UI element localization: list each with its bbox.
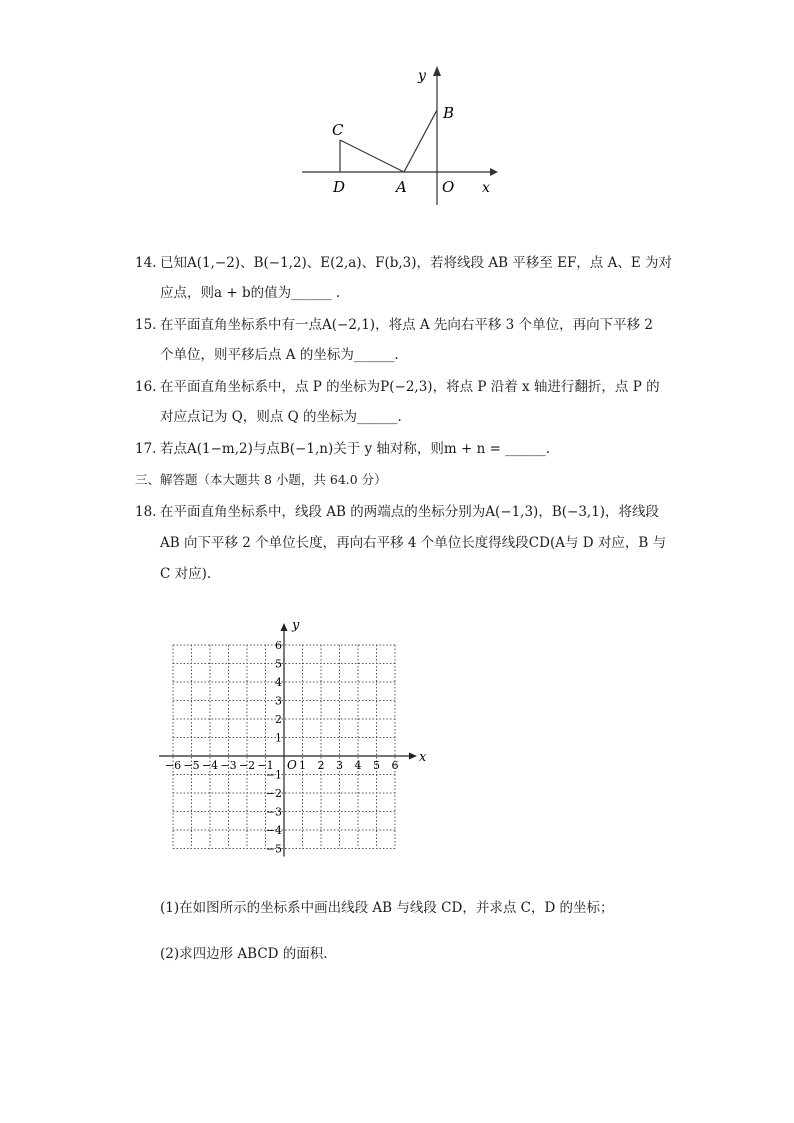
q14-line-1: 已知A(1,−2)、B(−1,2)、E(2,a)、F(b,3)，若将线段 AB 平移至 EF，点 A、E 为对 xyxy=(160,255,672,271)
q15-line-1: 在平面直角坐标系中有一点A(−2,1)，将点 A 先向右平移 3 个单位，再向下平移 2 xyxy=(160,317,653,333)
grid-y-tick-label: 1 xyxy=(275,731,282,745)
grid-y-tick-label: 6 xyxy=(275,639,282,652)
grid-x-tick-label: −6 xyxy=(164,759,182,772)
label-B: B xyxy=(443,104,455,122)
q18-sub2: (2)求四边形 ABCD 的面积. xyxy=(160,946,328,962)
grid-y-tick-label: −1 xyxy=(265,768,282,782)
q18-line-3: C 对应). xyxy=(160,566,212,582)
grid-x-tick-label: 1 xyxy=(299,759,306,772)
grid-y-tick-label: 2 xyxy=(275,713,282,726)
grid-x-tick-label: −2 xyxy=(238,759,256,772)
grid-x-axis-arrow xyxy=(409,753,417,760)
label-C: C xyxy=(332,121,344,139)
label-y: y xyxy=(418,68,426,84)
grid-y-tick-label: −4 xyxy=(265,824,282,837)
grid-x-tick-label: 3 xyxy=(336,759,343,772)
grid-x-tick-label: −4 xyxy=(201,759,219,772)
q16-line-2: 对应点记为 Q，则点 Q 的坐标为______. xyxy=(160,409,402,425)
grid-x-tick-label: 5 xyxy=(373,759,380,772)
q14-line-2: 应点，则a + b的值为______ . xyxy=(160,285,341,301)
q18-line-1: 在平面直角坐标系中，线段 AB 的两端点的坐标分别为A(−1,3)，B(−3,1)，将线段 xyxy=(160,504,660,520)
label-D: D xyxy=(333,178,346,196)
q18-number: 18. xyxy=(135,504,157,520)
grid-x-tick-label: 4 xyxy=(354,759,362,772)
grid-x-tick-label: 2 xyxy=(317,759,325,772)
q17-number: 17. xyxy=(135,441,157,457)
grid-y-tick-label: −5 xyxy=(265,842,282,856)
grid-y-tick-label: −3 xyxy=(265,805,282,819)
grid-y-tick-label: 5 xyxy=(275,657,282,671)
q15-number: 15. xyxy=(135,317,157,333)
figure-top xyxy=(290,60,510,210)
coordinate-grid xyxy=(160,612,427,868)
q14-number: 14. xyxy=(135,255,157,271)
grid-x-tick-label: 6 xyxy=(391,759,399,772)
segment-AB xyxy=(404,110,437,172)
q18-line-2: AB 向下平移 2 个单位长度，再向右平移 4 个单位长度得线段CD(A与 D 对应，B 与 xyxy=(160,535,667,551)
q18-sub1: (1)在如图所示的坐标系中画出线段 AB 与线段 CD，并求点 C，D 的坐标； xyxy=(160,900,614,916)
section-heading: 三、解答题（本大题共 8 小题，共 64.0 分） xyxy=(135,472,387,487)
segment-CA xyxy=(340,140,404,172)
q17-line-1: 若点A(1−m,2)与点B(−1,n)关于 y 轴对称，则m + n = ______. xyxy=(160,441,550,457)
grid-y-label: y xyxy=(292,618,300,633)
grid-x-tick-label: −5 xyxy=(183,759,200,772)
label-O: O xyxy=(442,178,455,196)
grid-y-tick-label: 4 xyxy=(275,676,282,689)
label-A: A xyxy=(396,178,407,196)
q16-number: 16. xyxy=(135,379,157,395)
q16-line-1: 在平面直角坐标系中，点 P 的坐标为P(−2,3)，将点 P 沿着 x 轴进行翻折，点 P 的 xyxy=(160,379,660,395)
label-x: x xyxy=(482,180,490,196)
grid-y-tick-label: 3 xyxy=(275,694,282,708)
grid-x-tick-label: −3 xyxy=(220,759,237,772)
grid-y-tick-label: −2 xyxy=(265,787,282,800)
grid-x-label: x xyxy=(419,750,427,765)
grid-origin-label: O xyxy=(287,758,297,772)
q15-line-2: 个单位，则平移后点 A 的坐标为______. xyxy=(160,347,399,363)
x-axis-arrow xyxy=(490,168,498,176)
grid-x-tick-label: −1 xyxy=(257,759,274,772)
grid-y-axis-arrow xyxy=(281,623,288,631)
y-axis-arrow xyxy=(433,66,441,76)
